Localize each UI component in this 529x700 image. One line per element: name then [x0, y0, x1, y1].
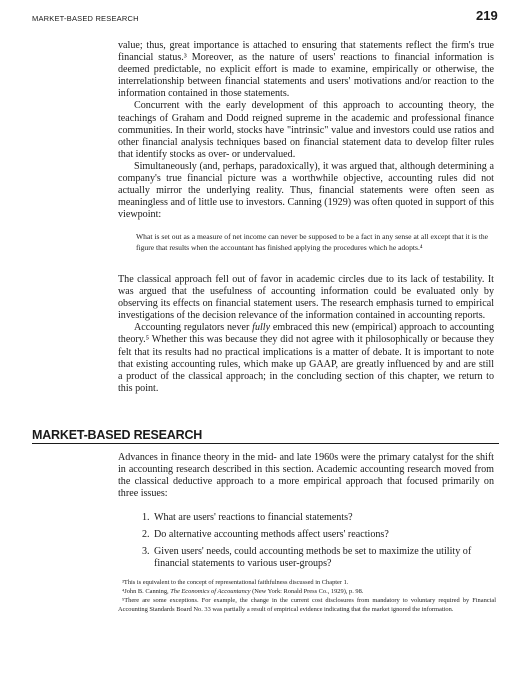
block-quote: What is set out as a measure of net income can never be supposed to be a fact in any sense at all except that it is the figure that results when the accountant has finished applying the procedures which he adopts.⁴: [136, 232, 488, 252]
list-number: 3.: [142, 546, 150, 558]
body-block-top: [118, 40, 494, 221]
emphasis-text: fully: [252, 322, 271, 334]
list-item: [142, 512, 494, 524]
list-item: [142, 529, 494, 541]
footnote: [118, 587, 496, 596]
emphasis-text: The Economics of Accountancy: [170, 588, 251, 595]
paragraph: Advances in finance theory in the mid- and late 1960s were the primary catalyst for the shift in accounting research described in this section. Academic accounting research moved from the classical deductive approach to a more empirical approach that focused primarily on three issues:: [118, 452, 494, 500]
paragraph: value; thus, great importance is attached to ensuring that statements reflect the firm's true financial status.³ Moreover, as the nature of users' reactions to financial information is deemed predictable, no explicit effort is made to examine, empirically or otherwise, the interrelationship between financial statements and users' motivations and/or reaction to the information contained in those statements.: [118, 40, 494, 100]
list-item-text: Given users' needs, could accounting methods be set to maximize the utility of financial statements to various user-groups?: [154, 546, 472, 570]
section-heading: MARKET-BASED RESEARCH: [32, 428, 203, 442]
paragraph: The classical approach fell out of favor in academic circles due to its lack of testability. It was argued that the usefulness of accounting information could be evaluated only by observing its effects on financial statement users. The research emphasis turned to empirical investigations of the decision relevance of the information contained in accounting reports.: [118, 274, 494, 322]
text-run: (New York: Ronald Press Co., 1929), p. 98.: [250, 588, 364, 595]
text-run: ⁴John B. Canning,: [122, 588, 171, 595]
text-run: embraced this new (empirical) approach to accounting theory.⁵ Whether this was because they did not agree with it philosophically or because they felt that its results had no practical implications is a matter of debate. It is important to note that existing accounting rules, which make up GAAP, are greatly influenced by and are still a product of the classical approach; in the concluding section of this chapter, we return to this point.: [118, 322, 494, 394]
section-intro: [118, 452, 494, 500]
list-item: [142, 546, 494, 570]
footnote: ³This is equivalent to the concept of representational faithfulness discussed in Chapter 1.: [122, 579, 349, 586]
paragraph: Simultaneously (and, perhaps, paradoxically), it was argued that, although determining a company's true financial picture was a worthwhile objective, accounting rules did not actually mirror the underlying reality. Thus, financial statements were often seen as meaningless and of little use to investors. Canning (1929) was often quoted in support of this viewpoint:: [118, 160, 494, 221]
footnotes: [118, 578, 496, 614]
text-run: Accounting regulators never: [134, 322, 253, 334]
issues-list: [142, 512, 494, 575]
list-item-text: Do alternative accounting methods affect users' reactions?: [154, 529, 389, 541]
paragraph: Concurrent with the early development of this approach to accounting theory, the teachings of Graham and Dodd reigned supreme in the academic and professional finance communities. In their world, stocks have "intrinsic" value and investors could use ratios and other financial analysis techniques based on financial statement data to develop filter rules that identify stocks as over- or undervalued.: [118, 100, 494, 160]
heading-rule: [32, 443, 499, 444]
list-number: 1.: [142, 512, 150, 523]
footnote: ⁵There are some exceptions. For example, the change in the current cost disclosures from mandatory to voluntary required by Financial Accounting Standards Board No. 33 was partially a result of empirical evidence indicating that the market ignored the information.: [118, 597, 496, 613]
page-number: 219: [476, 8, 498, 23]
list-item-text: What are users' reactions to financial statements?: [154, 512, 353, 523]
running-head: MARKET-BASED RESEARCH: [32, 14, 139, 23]
body-block-middle: [118, 274, 494, 395]
paragraph: [118, 322, 494, 395]
list-number: 2.: [142, 529, 150, 541]
